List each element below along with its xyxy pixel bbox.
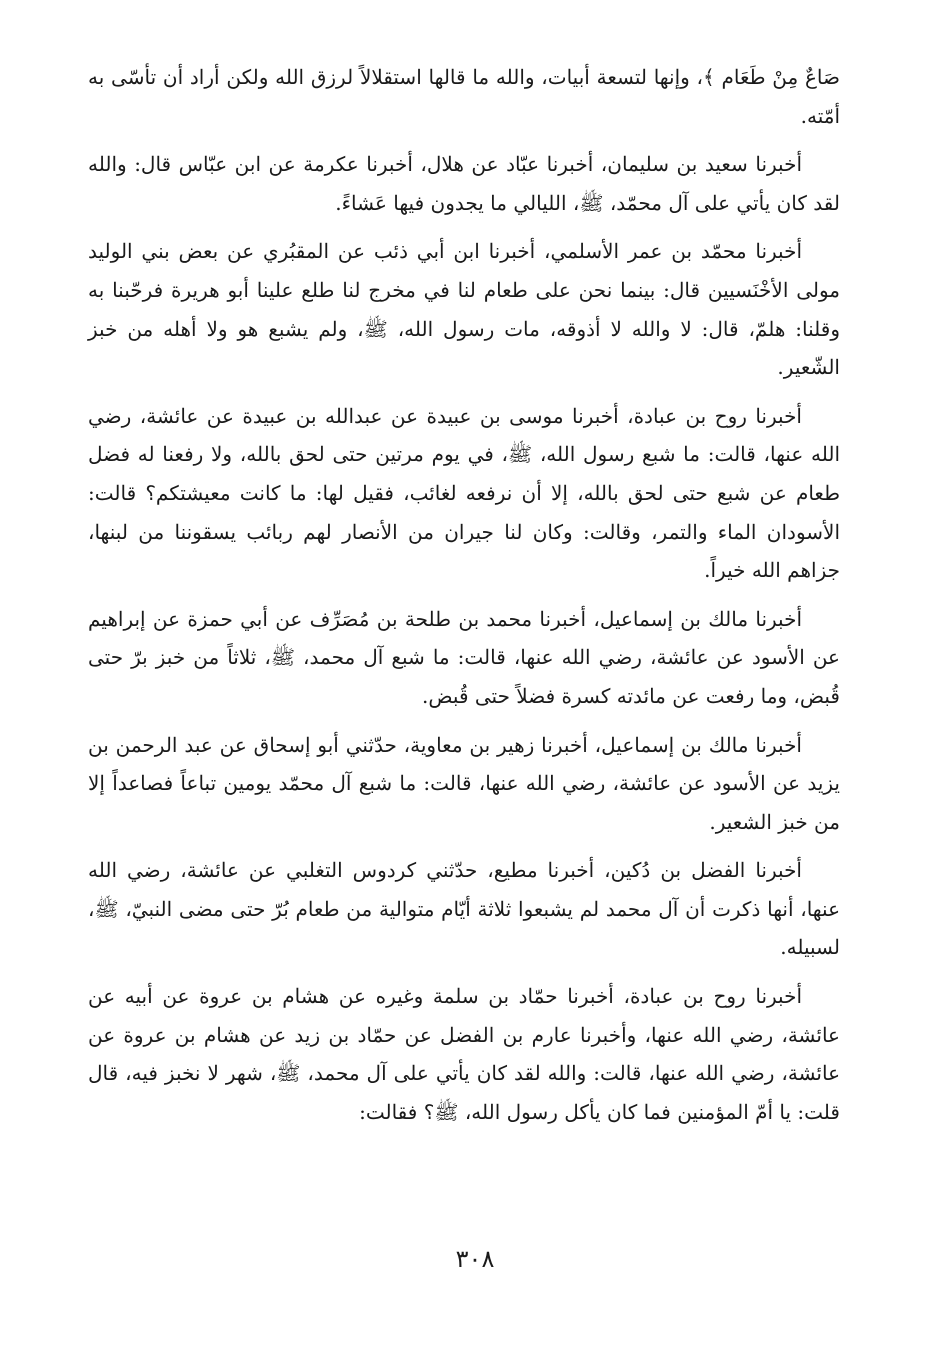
paragraph-hadith: أخبرنا محمّد بن عمر الأسلمي، أخبرنا ابن أبي ذئب عن المقبُري عن بعض بني الوليد مولى الأخْنَسيين قال: بينما نحن على طعام لنا في مخرج لنا طلع علينا أبو هريرة فرحّبنا به وقلنا: هلمّ، قال: لا والله لا أذوقه، مات رسول الله، ﷺ، ولم يشبع هو ولا أهله من خبز الشّعير. <box>88 239 840 380</box>
paragraph-hadith: أخبرنا سعيد بن سليمان، أخبرنا عبّاد عن هلال، أخبرنا عكرمة عن ابن عبّاس قال: والله لقد كان يأتي على آل محمّد، ﷺ، الليالي ما يجدون فيها عَشاءً. <box>88 152 840 215</box>
page-number: ٣٠٨ <box>455 1245 495 1273</box>
paragraph-hadith: أخبرنا مالك بن إسماعيل، أخبرنا زهير بن معاوية، حدّثني أبو إسحاق عن عبد الرحمن بن يزيد عن الأسود عن عائشة، رضي الله عنها، قالت: ما شبع آل محمّد يومين تباعاً فصاعداً إلا من خبز الشعير. <box>88 732 840 834</box>
paragraph-hadith: أخبرنا مالك بن إسماعيل، أخبرنا محمد بن طلحة بن مُصَرِّف عن أبي حمزة عن إبراهيم عن الأسود عن عائشة، رضي الله عنها، قالت: ما شبع آل محمد، ﷺ، ثلاثاً من خبز برّ حتى قُبض، وما رفعت عن مائدته كسرة فضلاً حتى قُبض. <box>88 606 840 708</box>
paragraph-hadith: أخبرنا روح بن عبادة، أخبرنا موسى بن عبيدة عن عبدالله بن عبيدة عن عائشة، رضي الله عنها، قالت: ما شبع رسول الله، ﷺ، في يوم مرتين حتى لحق بالله، ولا رفعنا له فضل طعام عن شبع حتى لحق بالله، إلا أن نرفعه لغائب، فقيل لها: ما كانت معيشتكم؟ قالت: الأسودان الماء والتمر، وقالت: وكان لنا جيران من الأنصار لهم ربائب يسقوننا من لبنها، جزاهم الله خيراً. <box>88 403 840 583</box>
paragraph-continuation: صَاعٌ مِنْ طَعَام ﴾، وإنها لتسعة أبيات، والله ما قالها استقلالاً لرزق الله ولكن أراد أن تأسّى به أمّته. <box>88 65 841 128</box>
paragraph-hadith: أخبرنا الفضل بن دُكين، أخبرنا مطيع، حدّثني كردوس التغلبي عن عائشة، رضي الله عنها، أنها ذكرت أن آل محمد لم يشبعوا ثلاثة أيّام متوالية من طعام بُرّ حتى مضى النبيّ، ﷺ، لسبيله. <box>88 858 840 960</box>
paragraph-hadith: أخبرنا روح بن عبادة، أخبرنا حمّاد بن سلمة وغيره عن هشام بن عروة عن أبيه عن عائشة، رضي الله عنها، وأخبرنا عارم بن الفضل عن حمّاد بن زيد عن هشام بن عروة عن عائشة، رضي الله عنها، قالت: والله لقد كان يأتي على آل محمد، ﷺ، شهر لا نخبز فيه، قال قلت: يا أمّ المؤمنين فما كان يأكل رسول الله، ﷺ؟ فقالت: <box>88 984 841 1124</box>
page-body <box>88 58 840 1141</box>
